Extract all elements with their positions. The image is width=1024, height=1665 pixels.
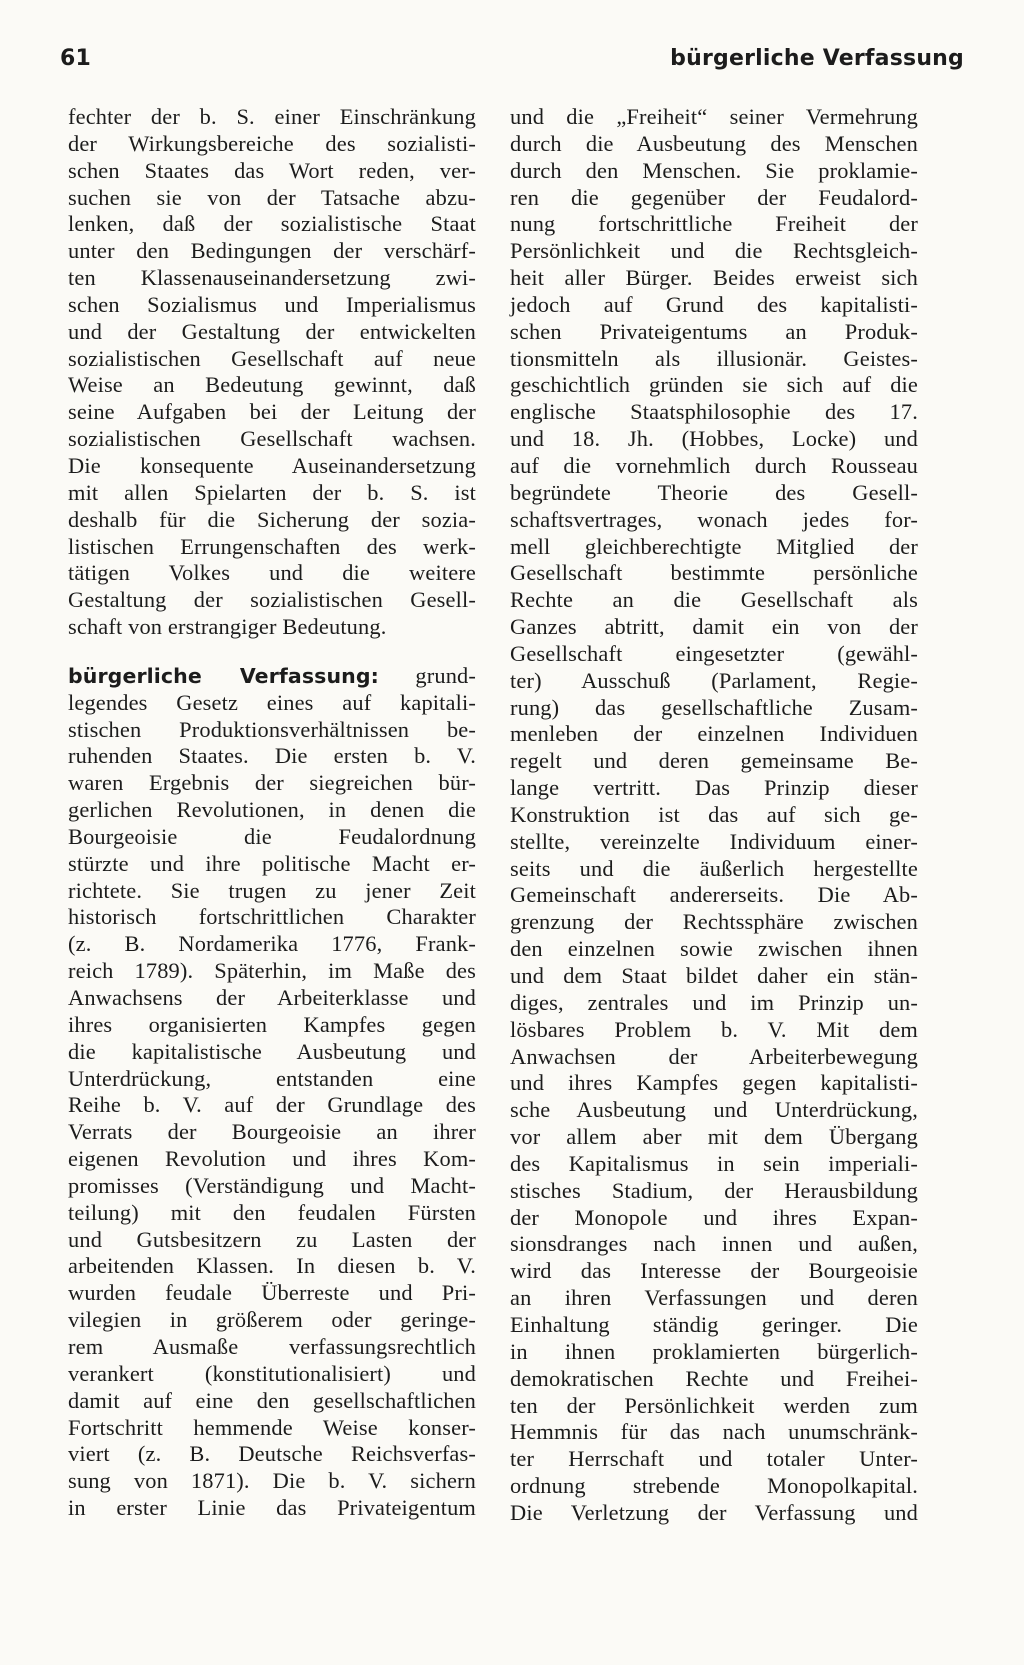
text-line: reich 1789). Späterhin, im Maße des: [68, 958, 476, 984]
text-line: ten Klassenauseinandersetzung zwi-: [68, 265, 476, 291]
text-line: lange vertritt. Das Prinzip dieser: [510, 775, 918, 801]
text-line: lösbares Problem b. V. Mit dem: [510, 1016, 918, 1042]
text-line: damit auf eine den gesellschaftlichen: [68, 1387, 476, 1413]
text-line: und der Gestaltung der entwickelten: [68, 318, 476, 344]
text-line: Rechte an die Gesellschaft als: [510, 587, 918, 613]
text-line: sung von 1871). Die b. V. sichern: [68, 1468, 476, 1494]
right-column: [510, 104, 918, 1527]
text-line: (z. B. Nordamerika 1776, Frank-: [68, 931, 476, 957]
text-line: teilung) mit den feudalen Fürsten: [68, 1199, 476, 1225]
text-line: viert (z. B. Deutsche Reichsverfas-: [68, 1441, 476, 1467]
page-number: 61: [60, 46, 92, 71]
text-line: stürzte und ihre politische Macht er-: [68, 850, 476, 876]
text-line: der Monopole und ihres Expan-: [510, 1204, 918, 1230]
text-line: Ganzes abtritt, damit ein von der: [510, 614, 918, 640]
text-line: Persönlichkeit und die Rechtsgleich-: [510, 238, 918, 264]
text-line: grenzung der Rechtssphäre zwischen: [510, 909, 918, 935]
text-line: gerlichen Revolutionen, in denen die: [68, 797, 476, 823]
text-line: Die Verletzung der Verfassung und: [510, 1499, 918, 1525]
text-line: suchen sie von der Tatsache abzu-: [68, 184, 476, 210]
text-line: Hemmnis für das nach unumschränk-: [510, 1419, 918, 1445]
text-line: schaftsvertrages, wonach jedes for-: [510, 506, 918, 532]
text-line: tätigen Volkes und die weitere: [68, 560, 476, 586]
text-line: sionsdranges nach innen und außen,: [510, 1231, 918, 1257]
text-line: seine Aufgaben bei der Leitung der: [68, 399, 476, 425]
text-line: vor allem aber mit dem Übergang: [510, 1124, 918, 1150]
text-line: promisses (Verständigung und Macht-: [68, 1172, 476, 1198]
text-line: Die konsequente Auseinandersetzung: [68, 452, 476, 478]
text-line: mit allen Spielarten der b. S. ist: [68, 479, 476, 505]
text-line: deshalb für die Sicherung der sozia-: [68, 506, 476, 532]
entry-buergerliche-verfassung: [68, 663, 476, 1522]
text-line: Gemeinschaft andererseits. Die Ab-: [510, 882, 918, 908]
text-line: verankert (konstitutionalisiert) und: [68, 1360, 476, 1386]
text-line: lenken, daß der sozialistische Staat: [68, 211, 476, 237]
text-line: richtete. Sie trugen zu jener Zeit: [68, 877, 476, 903]
text-line: Verrats der Bourgeoisie an ihrer: [68, 1119, 476, 1145]
text-line: ihres organisierten Kampfes gegen: [68, 1011, 476, 1037]
text-line: ruhenden Staates. Die ersten b. V.: [68, 743, 476, 769]
text-line: wird das Interesse der Bourgeoisie: [510, 1258, 918, 1284]
text-line: unter den Bedingungen der verschärf-: [68, 238, 476, 264]
text-line: und die „Freiheit“ seiner Vermehrung: [510, 104, 918, 129]
text-line: Konstruktion ist das auf sich ge-: [510, 801, 918, 827]
text-line: heit aller Bürger. Beides erweist sich: [510, 265, 918, 291]
text-line: schen Sozialismus und Imperialismus: [68, 291, 476, 317]
text-line: die kapitalistische Ausbeutung und: [68, 1038, 476, 1064]
text-line: der Wirkungsbereiche des sozialisti-: [68, 130, 476, 156]
text-line: ordnung strebende Monopolkapital.: [510, 1473, 918, 1499]
text-line: wurden feudale Überreste und Pri-: [68, 1280, 476, 1306]
text-line: begründete Theorie des Gesell-: [510, 479, 918, 505]
text-line: ten der Persönlichkeit werden zum: [510, 1392, 918, 1418]
text-line: mell gleichberechtigte Mitglied der: [510, 533, 918, 559]
running-head: bürgerliche Verfassung: [670, 46, 964, 71]
text-line: sche Ausbeutung und Unterdrückung,: [510, 1097, 918, 1123]
text-line: eigenen Revolution und ihres Kom-: [68, 1146, 476, 1172]
text-line: durch den Menschen. Sie proklamie-: [510, 157, 918, 183]
entry-continuation-paragraph: [510, 104, 918, 1527]
text-line: Weise an Bedeutung gewinnt, daß: [68, 372, 476, 398]
entry-separator: [68, 641, 476, 663]
text-line: rem Ausmaße verfassungsrechtlich: [68, 1333, 476, 1359]
text-line: auf die vornehmlich durch Rousseau: [510, 452, 918, 478]
text-line: listischen Errungenschaften des werk-: [68, 533, 476, 559]
text-line: schen Privateigentums an Produk-: [510, 318, 918, 344]
text-line: Reihe b. V. auf der Grundlage des: [68, 1092, 476, 1118]
text-line: arbeitenden Klassen. In diesen b. V.: [68, 1253, 476, 1279]
text-line: in erster Linie das Privateigentum: [68, 1495, 476, 1521]
text-line: diges, zentrales und im Prinzip un-: [510, 989, 918, 1015]
text-line: Gestaltung der sozialistischen Gesell-: [68, 587, 476, 613]
text-line: ter Herrschaft und totaler Unter-: [510, 1446, 918, 1472]
text-line: demokratischen Rechte und Freihei-: [510, 1365, 918, 1391]
text-line: fechter der b. S. einer Einschränkung: [68, 104, 476, 129]
text-line: stisches Stadium, der Herausbildung: [510, 1177, 918, 1203]
left-column: [68, 104, 476, 1522]
text-line: Fortschritt hemmende Weise konser-: [68, 1414, 476, 1440]
text-line: seits und die äußerlich hergestellte: [510, 855, 918, 881]
text-line: Gesellschaft eingesetzter (gewähl-: [510, 640, 918, 666]
continued-entry-paragraph: [68, 104, 476, 641]
text-line: Bourgeoisie die Feudalordnung: [68, 823, 476, 849]
text-line: Anwachsen der Arbeiterbewegung: [510, 1043, 918, 1069]
text-line: und Gutsbesitzern zu Lasten der: [68, 1226, 476, 1252]
text-line: nung fortschrittliche Freiheit der: [510, 211, 918, 237]
text-line: und 18. Jh. (Hobbes, Locke) und: [510, 426, 918, 452]
text-line: regelt und deren gemeinsame Be-: [510, 748, 918, 774]
text-line: englische Staatsphilosophie des 17.: [510, 399, 918, 425]
text-line: schen Staates das Wort reden, ver-: [68, 157, 476, 183]
text-line: durch die Ausbeutung des Menschen: [510, 130, 918, 156]
text-line: ter) Ausschuß (Parlament, Regie-: [510, 667, 918, 693]
page-header: [60, 46, 964, 86]
text-line: und dem Staat bildet daher ein stän-: [510, 963, 918, 988]
text-line: Unterdrückung, entstanden eine: [68, 1065, 476, 1091]
entry-first-line-text: grund-: [415, 662, 476, 688]
text-line: sozialistischen Gesellschaft auf neue: [68, 345, 476, 371]
text-line: Einhaltung ständig geringer. Die: [510, 1311, 918, 1337]
entry-first-line: [68, 663, 476, 690]
text-line: tionsmitteln als illusionär. Geistes-: [510, 345, 918, 371]
text-line: ren die gegenüber der Feudalord-: [510, 184, 918, 210]
text-line: waren Ergebnis der siegreichen bür-: [68, 770, 476, 796]
text-line: schaft von erstrangiger Bedeutung.: [68, 614, 387, 640]
text-line: legendes Gesetz eines auf kapitali-: [68, 689, 476, 715]
text-line: des Kapitalismus in sein imperiali-: [510, 1150, 918, 1176]
text-line: stischen Produktionsverhältnissen be-: [68, 716, 476, 742]
text-line: den einzelnen sowie zwischen ihnen: [510, 936, 918, 962]
text-line: menleben der einzelnen Individuen: [510, 721, 918, 747]
text-line: Anwachsens der Arbeiterklasse und: [68, 985, 476, 1010]
text-line: vilegien in größerem oder geringe-: [68, 1307, 476, 1333]
text-line: Gesellschaft bestimmte persönliche: [510, 560, 918, 586]
text-line: in ihnen proklamierten bürgerlich-: [510, 1338, 918, 1364]
text-line: geschichtlich gründen sie sich auf die: [510, 372, 918, 398]
text-line: stellte, vereinzelte Individuum einer-: [510, 828, 918, 854]
text-line: sozialistischen Gesellschaft wachsen.: [68, 426, 476, 452]
text-line: an ihren Verfassungen und deren: [510, 1285, 918, 1311]
text-line: historisch fortschrittlichen Charakter: [68, 904, 476, 930]
text-line: rung) das gesellschaftliche Zusam-: [510, 694, 918, 720]
text-line: und ihres Kampfes gegen kapitalisti-: [510, 1070, 918, 1096]
text-line: jedoch auf Grund des kapitalisti-: [510, 291, 918, 317]
entry-headword: bürgerliche Verfassung:: [68, 663, 379, 688]
